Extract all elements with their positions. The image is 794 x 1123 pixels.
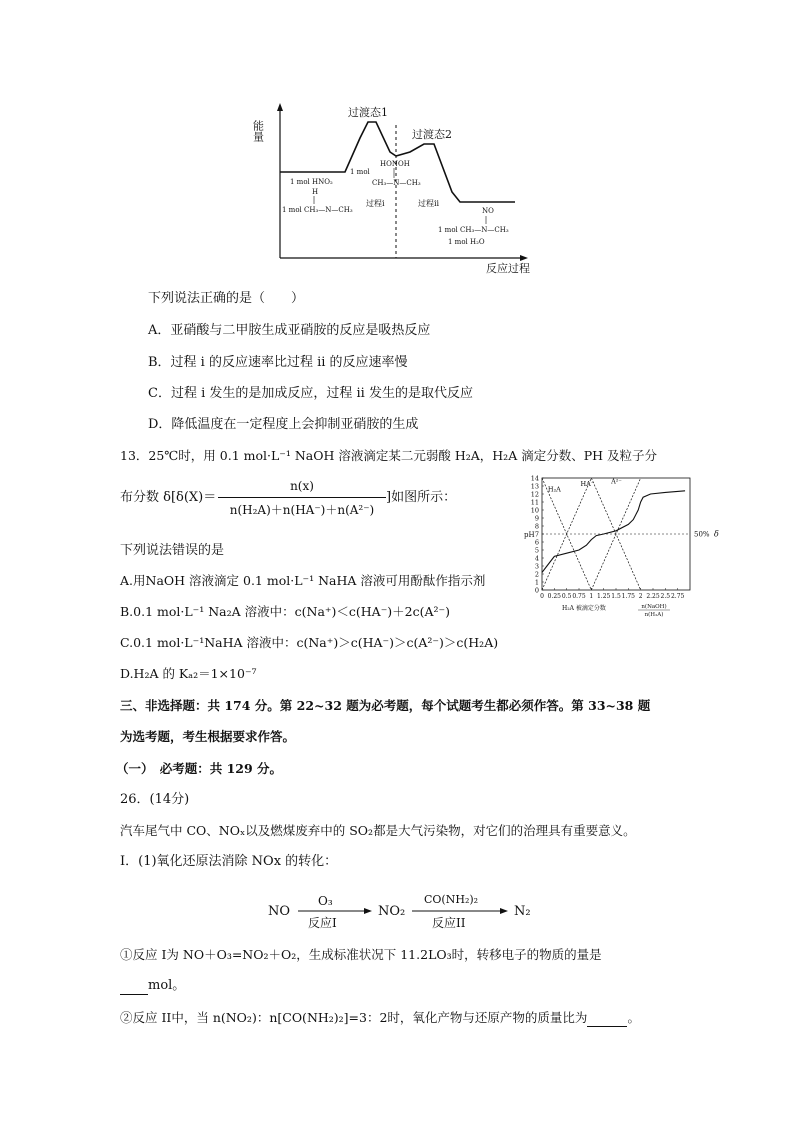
y-tick-label: 1 <box>534 578 539 587</box>
q13-stem-line1: 13．25℃时，用 0.1 mol·L⁻¹ NaOH 溶液滴定某二元弱酸 H₂A，H₂A 滴定分数、PH 及粒子分 <box>120 448 657 463</box>
y-tick-label: 13 <box>530 482 539 491</box>
product-nitrosamine: 1 mol CH₃—N—CH₃ <box>438 226 509 234</box>
process-i-label: 过程i <box>366 199 385 208</box>
series-label: HA⁻ <box>580 480 595 488</box>
y-tick-label: 3 <box>534 562 539 571</box>
q26-q2-row <box>120 1010 640 1027</box>
q26-q1: ①反应 I为 NO＋O₃=NO₂＋O₂，生成标准状况下 11.2LO₃时，转移电子的物质的量是 <box>120 947 602 962</box>
reaction-scheme <box>262 885 552 935</box>
q13-option-a: A.用NaOH 溶液滴定 0.1 mol·L⁻¹ NaHA 溶液可用酚酞作指示剂 <box>120 573 486 588</box>
transition-state-2-label: 过渡态2 <box>412 128 452 141</box>
y-tick-label: 6 <box>534 538 539 547</box>
x-axis-label-numerator: n(NaOH) <box>641 604 667 610</box>
y-tick-label: 5 <box>534 546 539 555</box>
y-tick-label: 12 <box>530 490 539 499</box>
x-tick-label: 0.75 <box>572 593 586 600</box>
x-axis-arrow-icon <box>520 255 528 261</box>
x-tick-label: 2 <box>638 593 643 600</box>
scheme-reaction-2: 反应II <box>432 916 466 930</box>
reactant-hno2: 1 mol HNO₂ <box>290 178 333 186</box>
y-tick-label: 0 <box>534 586 539 595</box>
intermediate-honoh: HONOH <box>380 160 410 168</box>
right-axis-symbol: δ <box>714 529 719 539</box>
x-axis-label: H₂A 被滴定分数 <box>562 605 606 612</box>
section3-line2: 为选考题，考生根据要求作答。 <box>120 729 296 744</box>
x-axis-label-denominator: n(H₂A) <box>644 612 664 617</box>
y-axis-label: pH <box>524 531 535 539</box>
x-tick-label: 2.5 <box>660 593 671 600</box>
q26-q2-blank[interactable] <box>587 1010 627 1027</box>
q26-part1: I．(1)氧化还原法消除 NOx 的转化： <box>120 854 338 869</box>
q12-option-a: A．亚硝酸与二甲胺生成亚硝胺的反应是吸热反应 <box>148 323 431 338</box>
intermediate-amine: CH₃—N—CH₃ <box>372 179 421 187</box>
x-tick-label: 1.5 <box>611 593 621 600</box>
scheme-reaction-1: 反应I <box>308 916 337 930</box>
x-tick-label: 0 <box>540 593 544 600</box>
y-tick-label: 7 <box>534 530 539 539</box>
titration-chart <box>522 472 722 617</box>
section3-line1: 三、非选择题：共 174 分。第 22~32 题为必考题，每个试题考生都必须作答。第 33~38 题 <box>120 698 651 713</box>
q13-formula-numerator: n(x) <box>290 479 314 493</box>
q26-intro: 汽车尾气中 CO、NOₓ以及燃煤废弃中的 SO₂都是大气污染物，对它们的治理具有重要意义。 <box>120 823 636 838</box>
x-tick-label: 1 <box>589 593 594 600</box>
q13-option-b: B.0.1 mol·L⁻¹ Na₂A 溶液中：c(Na⁺)＜c(HA⁻)＋2c(A²⁻) <box>120 604 451 619</box>
scheme-start: NO <box>268 904 291 919</box>
x-tick-label: 2.75 <box>670 593 685 600</box>
energy-diagram <box>250 100 550 275</box>
y-tick-label: 14 <box>530 474 539 483</box>
q26-q2-end: 。 <box>627 1010 640 1025</box>
series-line-0 <box>542 491 685 573</box>
arrow-right-icon <box>364 908 372 914</box>
y-tick-label: 4 <box>534 554 539 563</box>
reactant-amine-h: H <box>312 188 319 196</box>
x-tick-label: 0.25 <box>547 593 562 600</box>
y-tick-label: 10 <box>530 506 539 515</box>
q12-option-c: C．过程 i 发生的是加成反应，过程 ii 发生的是取代反应 <box>148 386 473 401</box>
series-label: A²⁻ <box>611 477 622 486</box>
q13-option-c: C.0.1 mol·L⁻¹NaHA 溶液中：c(Na⁺)＞c(HA⁻)＞c(A²⁻)＞c(H₂A) <box>120 635 499 650</box>
q13-stem: 下列说法错误的是 <box>120 543 225 558</box>
scheme-mid: NO₂ <box>378 904 406 919</box>
q13-option-d: D.H₂A 的 Kₐ₂＝1×10⁻⁷ <box>120 666 257 681</box>
q13-formula-suffix: ]如图所示： <box>386 490 457 505</box>
q12-option-d: D．降低温度在一定程度上会抑制亚硝胺的生成 <box>148 417 419 432</box>
series-label: H₂A <box>547 485 561 494</box>
q26-header: 26．(14分) <box>120 792 190 807</box>
q13-formula-prefix: 布分数 δ[δ(X)＝ <box>120 490 217 505</box>
y-axis-label: 能量 <box>251 120 265 142</box>
intermediate-1mol: 1 mol <box>350 168 370 176</box>
q13-formula-bar <box>218 497 386 498</box>
product-no: NO <box>482 207 494 215</box>
arrow-right-icon <box>500 908 508 914</box>
y-axis-arrow-icon <box>277 103 283 111</box>
x-tick-label: 1.75 <box>621 593 636 600</box>
q12-option-b: B．过程 i 的反应速率比过程 ii 的反应速率慢 <box>148 355 408 370</box>
q26-q1-unit: mol。 <box>148 978 186 993</box>
right-axis-label: 50% <box>694 530 710 539</box>
x-tick-label: 0.5 <box>561 593 572 600</box>
x-tick-label: 1.25 <box>596 593 611 600</box>
scheme-reagent-1: O₃ <box>318 894 333 908</box>
y-tick-label: 8 <box>534 522 539 531</box>
scheme-end: N₂ <box>514 904 531 919</box>
y-tick-label: 11 <box>530 498 539 507</box>
x-tick-label: 2.25 <box>646 593 660 600</box>
x-axis-label: 反应过程 <box>486 262 530 275</box>
reactant-amine: 1 mol CH₃—N—CH₃ <box>282 206 353 214</box>
q26-q2: ②反应 II中，当 n(NO₂)：n[CO(NH₂)₂]=3：2时，氧化产物与还原产物的质量比为 <box>120 1010 588 1025</box>
transition-state-1-label: 过渡态1 <box>348 106 388 119</box>
y-tick-label: 9 <box>534 514 539 523</box>
y-tick-label: 2 <box>534 570 539 579</box>
process-ii-label: 过程ii <box>418 199 440 208</box>
q13-formula-denominator: n(H₂A)＋n(HA⁻)＋n(A²⁻) <box>229 503 375 517</box>
section3-sub: （一） 必考题：共 129 分。 <box>116 761 283 776</box>
q26-q1-blank[interactable] <box>120 978 148 995</box>
q26-q1-answer-row <box>120 978 185 995</box>
q12-stem: 下列说法正确的是（ ） <box>148 291 305 306</box>
scheme-reagent-2: CO(NH₂)₂ <box>424 893 479 906</box>
product-water: 1 mol H₂O <box>448 238 485 246</box>
